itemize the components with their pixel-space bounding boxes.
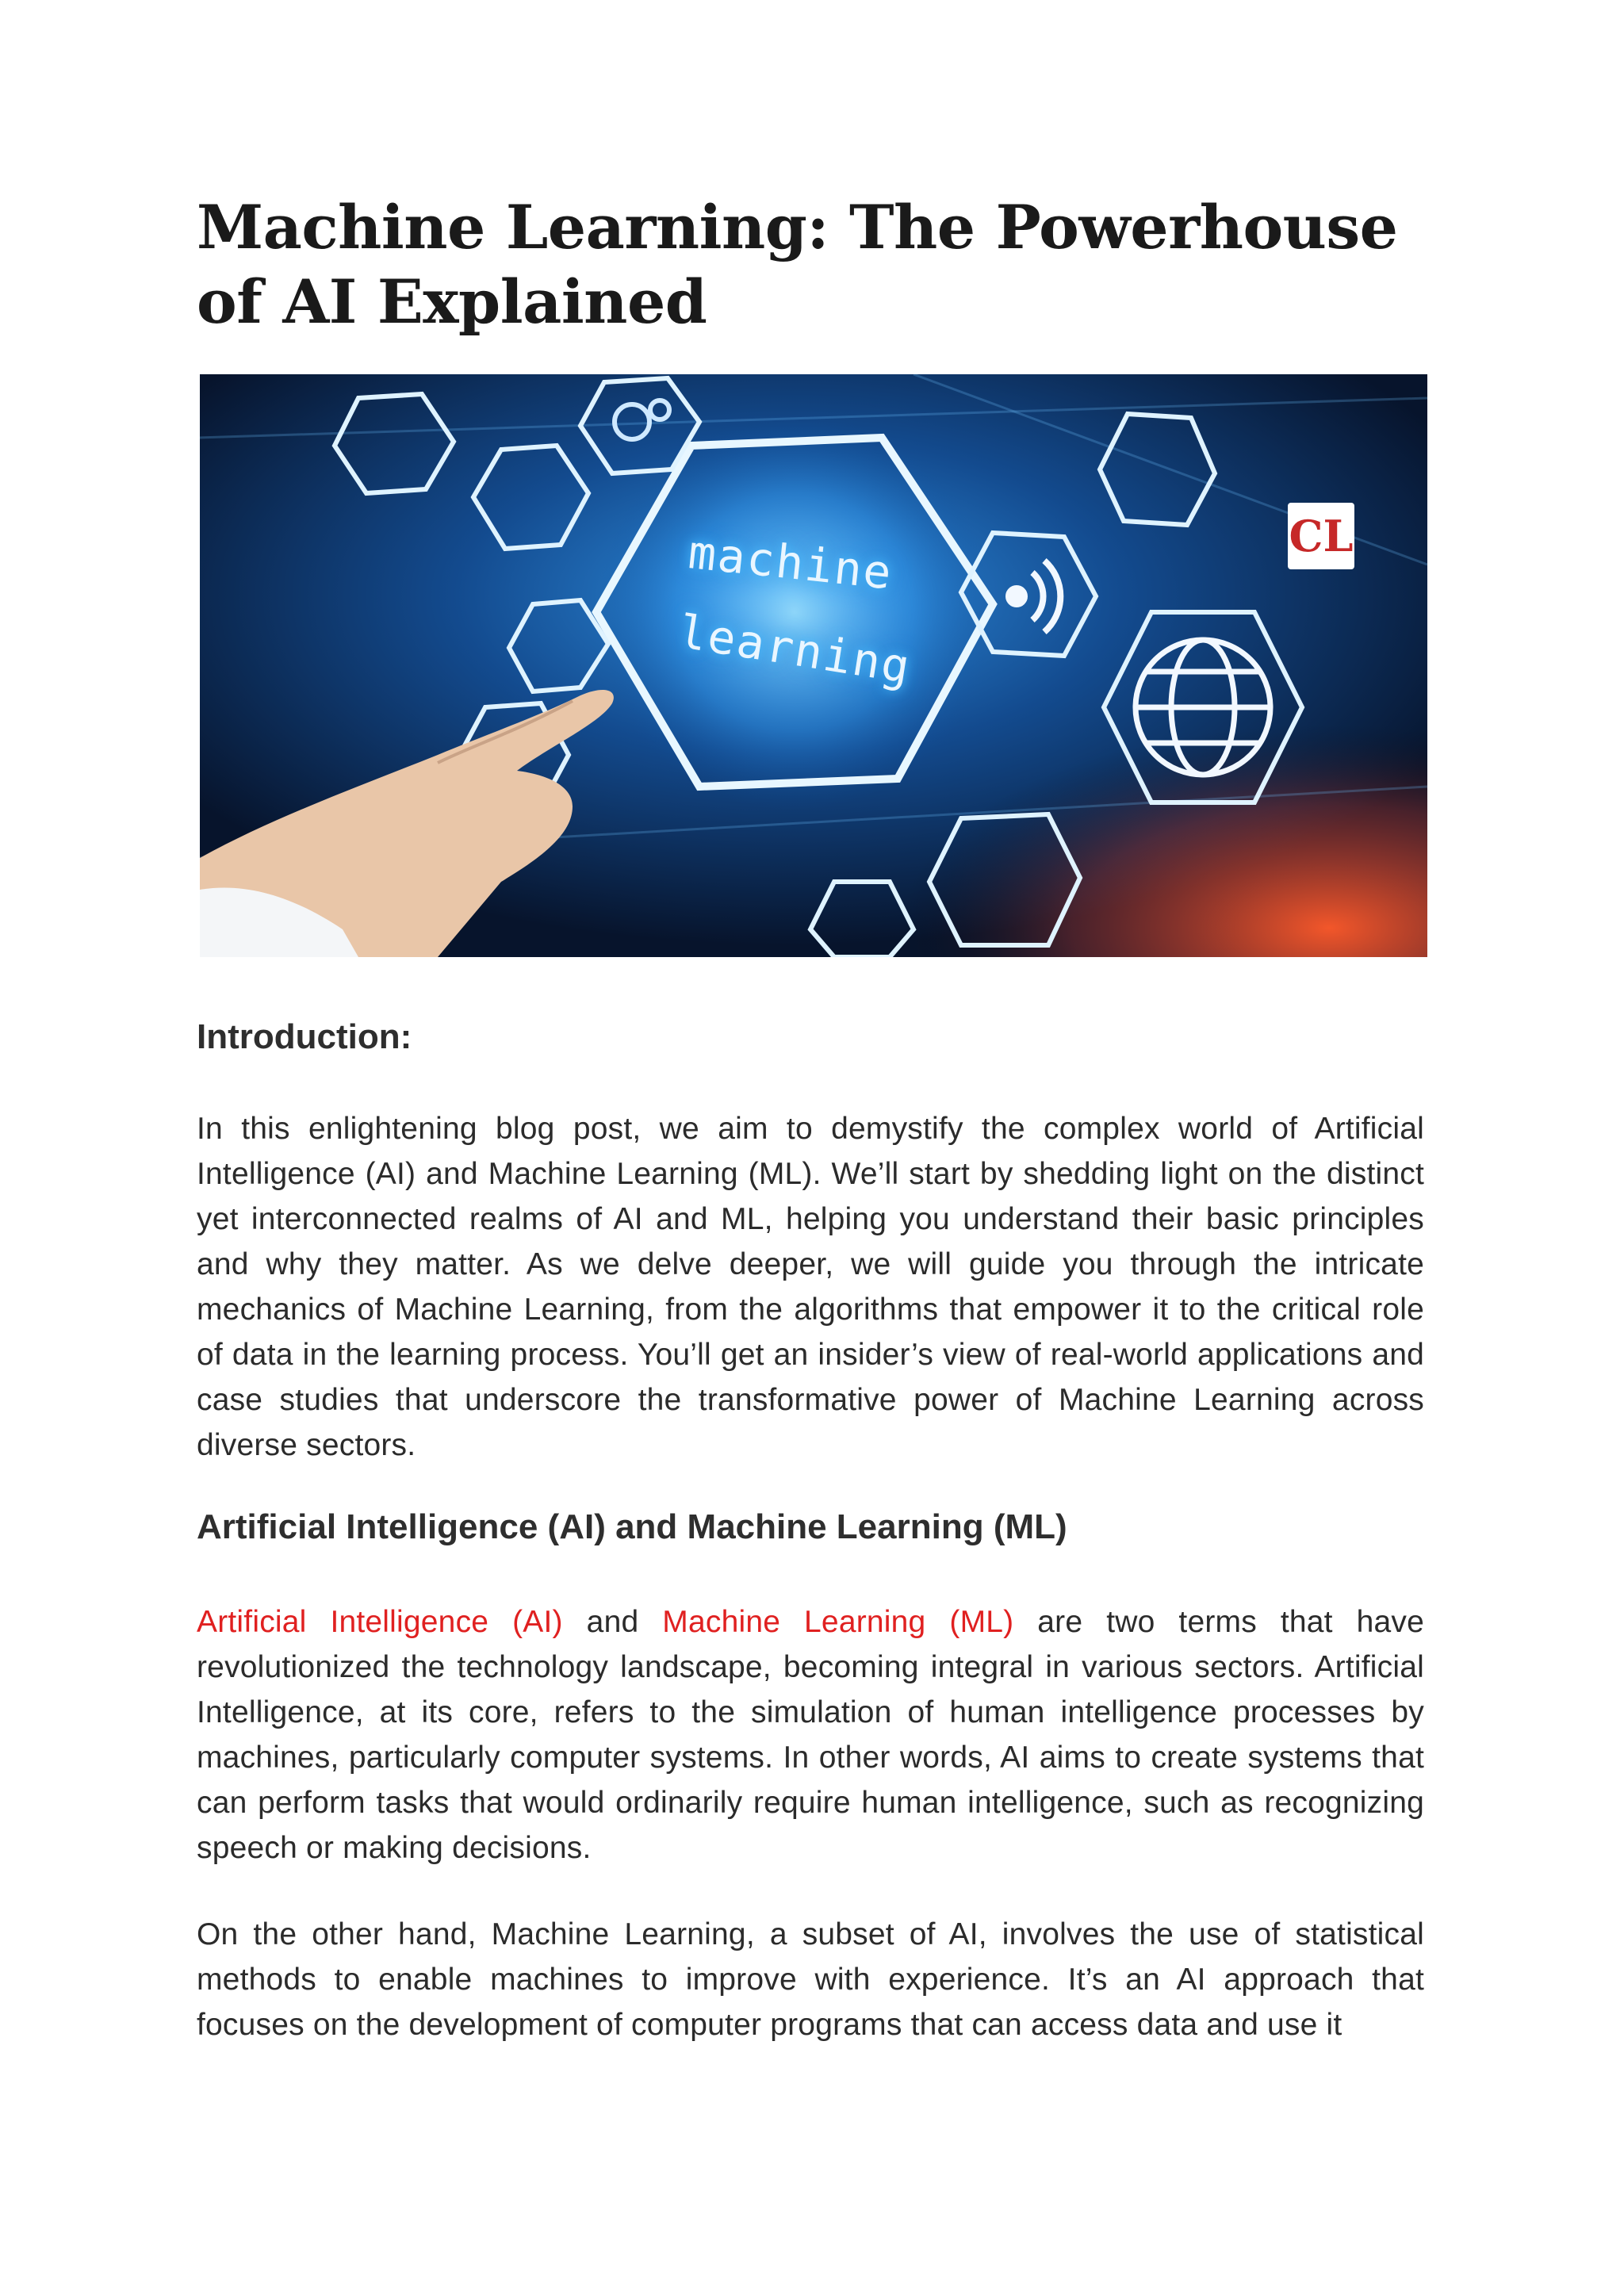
section-ai-ml-heading: Artificial Intelligence (AI) and Machine Learning (ML)	[197, 1507, 1067, 1546]
introduction-paragraph: In this enlightening blog post, we aim to demystify the complex world of Artificial Intelligence (AI) and Machine Learning (ML). We’ll start by shedding light on the distinct yet interconnected realms of AI and ML, helping you understand their basic principles and why they matter. As we delve deeper, we will guide you through the intricate mechanics of Machine Learning, from the algorithms that empower it to the critical role of data in the learning process. You’ll get an insider’s view of real-world applications and case studies that underscore the transformative power of Machine Learning across diverse sectors.	[197, 1112, 1424, 1462]
link-machine-learning[interactable]: Machine Learning (ML)	[662, 1605, 1014, 1639]
ai-ml-paragraph-1	[197, 1599, 1424, 1871]
introduction-heading: Introduction:	[197, 1017, 412, 1056]
document-content	[197, 190, 1424, 2047]
hero-word-machine: machine	[685, 525, 896, 600]
hero-word-learning: learning	[675, 604, 915, 695]
brand-logo: CL	[1288, 503, 1354, 569]
paragraph-rest-text: are two terms that have revolutionized the technology landscape, becoming integral in various sectors. Artificial Intelligence, at its core, refers to the simulation of human intelligence processes by machines, particularly computer systems. In other words, AI aims to create systems that can perform tasks that would ordinarily require human intelligence, such as recognizing speech or making decisions.	[197, 1605, 1425, 1865]
link-artificial-intelligence[interactable]: Artificial Intelligence (AI)	[197, 1605, 563, 1639]
hero-image	[200, 374, 1427, 957]
and-text: and	[562, 1605, 663, 1639]
document-title: Machine Learning: The Powerhouse of AI Explained	[197, 192, 1398, 337]
ai-ml-paragraph-2: On the other hand, Machine Learning, a subset of AI, involves the use of statistical methods to enable machines to improve with experience. It’s an AI approach that focuses on the development of computer programs that can access data and use it	[197, 1917, 1424, 2042]
